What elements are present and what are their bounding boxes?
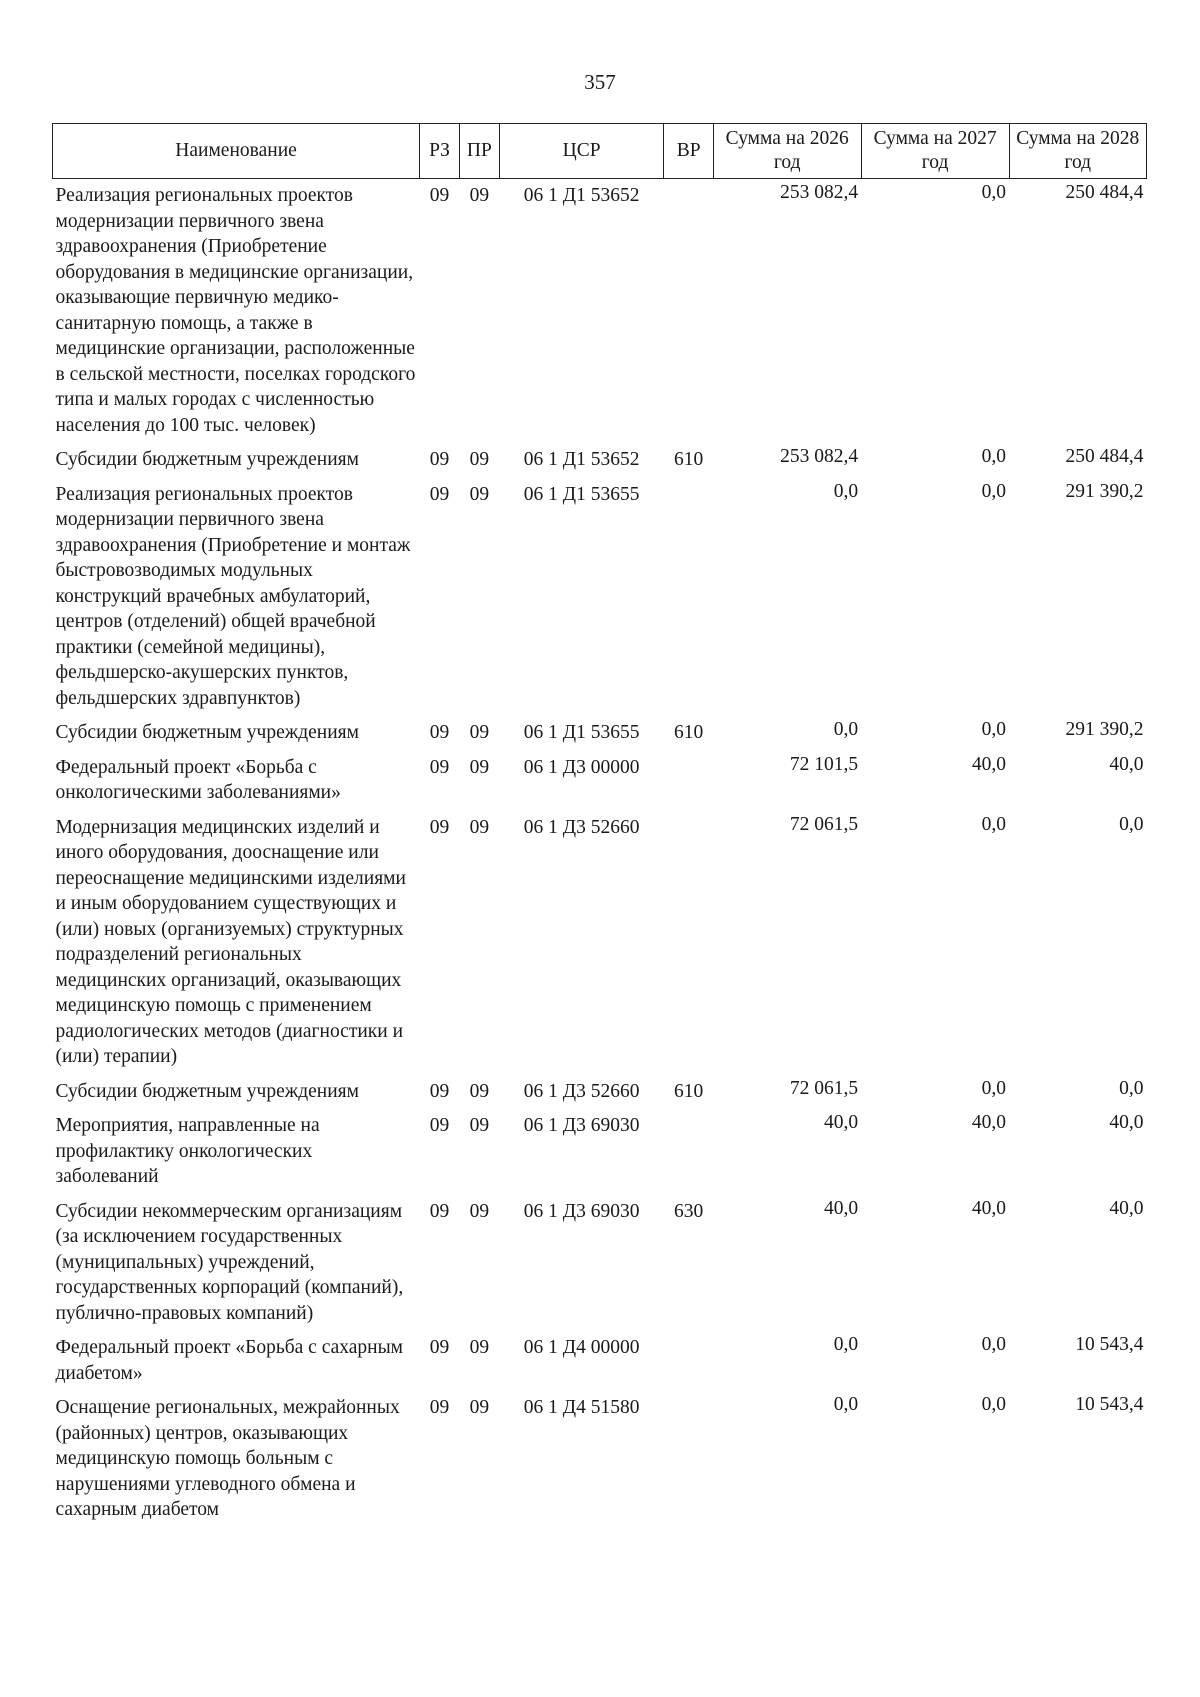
row-sum-2026: 40,0 [824, 1197, 859, 1219]
row-pr: 09 [469, 1397, 490, 1418]
row-sum-2028: 291 390,2 [1065, 480, 1144, 502]
row-rz: 09 [429, 816, 450, 838]
table-header-row [53, 124, 1147, 179]
row-sum-2027: 0,0 [981, 446, 1007, 467]
table-row [53, 1195, 1147, 1332]
row-sum-2026: 0,0 [833, 480, 859, 502]
row-rz: 09 [429, 1200, 450, 1222]
row-name: Мероприятия, направленные на профилактику онкологических заболеваний [55, 1115, 320, 1187]
row-sum-2028: 0,0 [1119, 1077, 1144, 1099]
row-csr: 06 1 Д1 53655 [523, 483, 640, 505]
row-vr [664, 1331, 713, 1391]
row-pr: 09 [469, 185, 490, 206]
row-sum-2028: 40,0 [1109, 753, 1144, 775]
row-sum-2026: 72 101,5 [789, 753, 859, 775]
row-csr: 06 1 Д1 53655 [523, 722, 640, 743]
row-name: Субсидии некоммерческим организациям (за исключением государственных (муниципальных) учреждений, государственных корпораций (компаний), публично-правовых компаний) [55, 1200, 404, 1324]
row-vr [664, 478, 713, 717]
row-csr: 06 1 Д4 51580 [523, 1397, 640, 1418]
row-vr: 610 [673, 449, 704, 470]
row-name: Субсидии бюджетным учреждениям [55, 722, 359, 743]
row-sum-2028: 10 543,4 [1075, 1394, 1144, 1415]
table-row [53, 478, 1147, 717]
row-sum-2026: 72 061,5 [789, 813, 859, 835]
table-row [53, 811, 1147, 1075]
row-sum-2027: 0,0 [981, 1077, 1007, 1099]
row-vr [664, 179, 713, 444]
row-pr: 09 [469, 1080, 490, 1102]
row-sum-2028: 250 484,4 [1065, 446, 1144, 467]
row-sum-2026: 0,0 [833, 719, 859, 740]
row-vr [664, 1391, 713, 1528]
row-vr [664, 811, 713, 1075]
row-sum-2026: 0,0 [833, 1334, 859, 1355]
row-sum-2028: 0,0 [1119, 813, 1144, 835]
table-row [53, 1391, 1147, 1528]
row-sum-2026: 0,0 [833, 1394, 859, 1415]
row-rz: 09 [429, 185, 450, 206]
row-sum-2027: 0,0 [981, 182, 1007, 203]
row-vr [664, 751, 713, 811]
row-vr [664, 1109, 713, 1195]
row-sum-2028: 40,0 [1109, 1112, 1144, 1133]
row-csr: 06 1 Д3 00000 [523, 756, 640, 778]
row-sum-2026: 40,0 [824, 1112, 859, 1133]
row-name: Оснащение региональных, межрайонных (районных) центров, оказывающих медицинскую помощь больным с нарушениями углеводного обмена и сахарным диабетом [55, 1397, 400, 1520]
row-sum-2027: 40,0 [971, 753, 1007, 775]
row-pr: 09 [469, 1200, 490, 1222]
row-sum-2027: 40,0 [971, 1112, 1007, 1133]
row-sum-2026: 253 082,4 [780, 182, 859, 203]
page-number: 357 [584, 70, 616, 94]
row-pr: 09 [469, 756, 490, 778]
row-csr: 06 1 Д3 52660 [523, 816, 640, 838]
row-sum-2026: 253 082,4 [780, 446, 859, 467]
row-sum-2028: 10 543,4 [1075, 1334, 1144, 1355]
table-row [53, 443, 1147, 478]
row-name: Реализация региональных проектов модернизации первичного звена здравоохранения (Приобретение и монтаж быстровозводимых модульных конструкций врачебных амбулаторий, центров (отделений) общей врачебной практики (семейной медицины), фельдшерско-акушерских пунктов, фельдшерских здравпунктов) [55, 483, 411, 709]
row-vr: 610 [673, 722, 704, 743]
row-rz: 09 [429, 483, 450, 505]
row-sum-2027: 0,0 [981, 813, 1007, 835]
row-rz: 09 [429, 449, 450, 470]
header-name: Наименование [53, 124, 420, 179]
row-rz: 09 [429, 1115, 450, 1136]
row-pr: 09 [469, 483, 490, 505]
table-row [53, 179, 1147, 444]
row-pr: 09 [469, 722, 490, 743]
row-sum-2028: 250 484,4 [1065, 182, 1144, 203]
row-pr: 09 [469, 1115, 490, 1136]
row-rz: 09 [429, 1337, 450, 1358]
row-name: Федеральный проект «Борьба с онкологическими заболеваниями» [55, 756, 341, 803]
row-vr: 610 [673, 1080, 704, 1102]
row-rz: 09 [429, 1397, 450, 1418]
row-name: Субсидии бюджетным учреждениям [55, 1080, 359, 1102]
row-pr: 09 [469, 816, 490, 838]
row-csr: 06 1 Д3 52660 [523, 1080, 640, 1102]
row-name: Модернизация медицинских изделий и иного оборудования, дооснащение или переоснащение медицинскими изделиями и иным оборудованием существующих и (или) новых (организуемых) структурных подразделений региональных медицинских организаций, оказывающих медицинскую помощь с применением радиологических методов (диагностики и (или) терапии) [55, 816, 406, 1067]
header-sum-2027: Сумма на 2027 год [861, 124, 1009, 179]
table-row [53, 751, 1147, 811]
row-sum-2027: 0,0 [981, 1334, 1007, 1355]
row-csr: 06 1 Д1 53652 [523, 185, 640, 206]
row-name: Субсидии бюджетным учреждениям [55, 449, 359, 470]
table-row [53, 1109, 1147, 1195]
row-csr: 06 1 Д1 53652 [523, 449, 640, 470]
table-row [53, 716, 1147, 751]
budget-table [52, 123, 1147, 1528]
row-rz: 09 [429, 756, 450, 778]
header-pr: ПР [459, 124, 499, 179]
table-row [53, 1075, 1147, 1110]
row-csr: 06 1 Д3 69030 [523, 1115, 640, 1136]
row-rz: 09 [429, 1080, 450, 1102]
row-sum-2027: 0,0 [981, 480, 1007, 502]
header-rz: РЗ [420, 124, 460, 179]
header-csr: ЦСР [499, 124, 664, 179]
row-vr: 630 [673, 1200, 704, 1222]
row-pr: 09 [469, 449, 490, 470]
row-name: Федеральный проект «Борьба с сахарным диабетом» [55, 1337, 404, 1384]
row-pr: 09 [469, 1337, 490, 1358]
header-vr: ВР [664, 124, 713, 179]
header-sum-2028: Сумма на 2028 год [1009, 124, 1146, 179]
row-name: Реализация региональных проектов модернизации первичного звена здравоохранения (Приобретение оборудования в медицинские организации, оказывающие первичную медико-санитарную помощь, а также в медицинские организации, расположенные в сельской местности, поселках городского типа и малых городах с численностью населения до 100 тыс. человек) [55, 185, 416, 436]
row-sum-2028: 291 390,2 [1065, 719, 1144, 740]
row-csr: 06 1 Д4 00000 [523, 1337, 640, 1358]
row-csr: 06 1 Д3 69030 [523, 1200, 640, 1222]
header-sum-2026: Сумма на 2026 год [713, 124, 861, 179]
row-sum-2027: 0,0 [981, 719, 1007, 740]
row-sum-2026: 72 061,5 [789, 1077, 859, 1099]
table-row [53, 1331, 1147, 1391]
row-sum-2027: 40,0 [971, 1197, 1007, 1219]
row-sum-2028: 40,0 [1109, 1197, 1144, 1219]
row-rz: 09 [429, 722, 450, 743]
row-sum-2027: 0,0 [981, 1394, 1007, 1415]
